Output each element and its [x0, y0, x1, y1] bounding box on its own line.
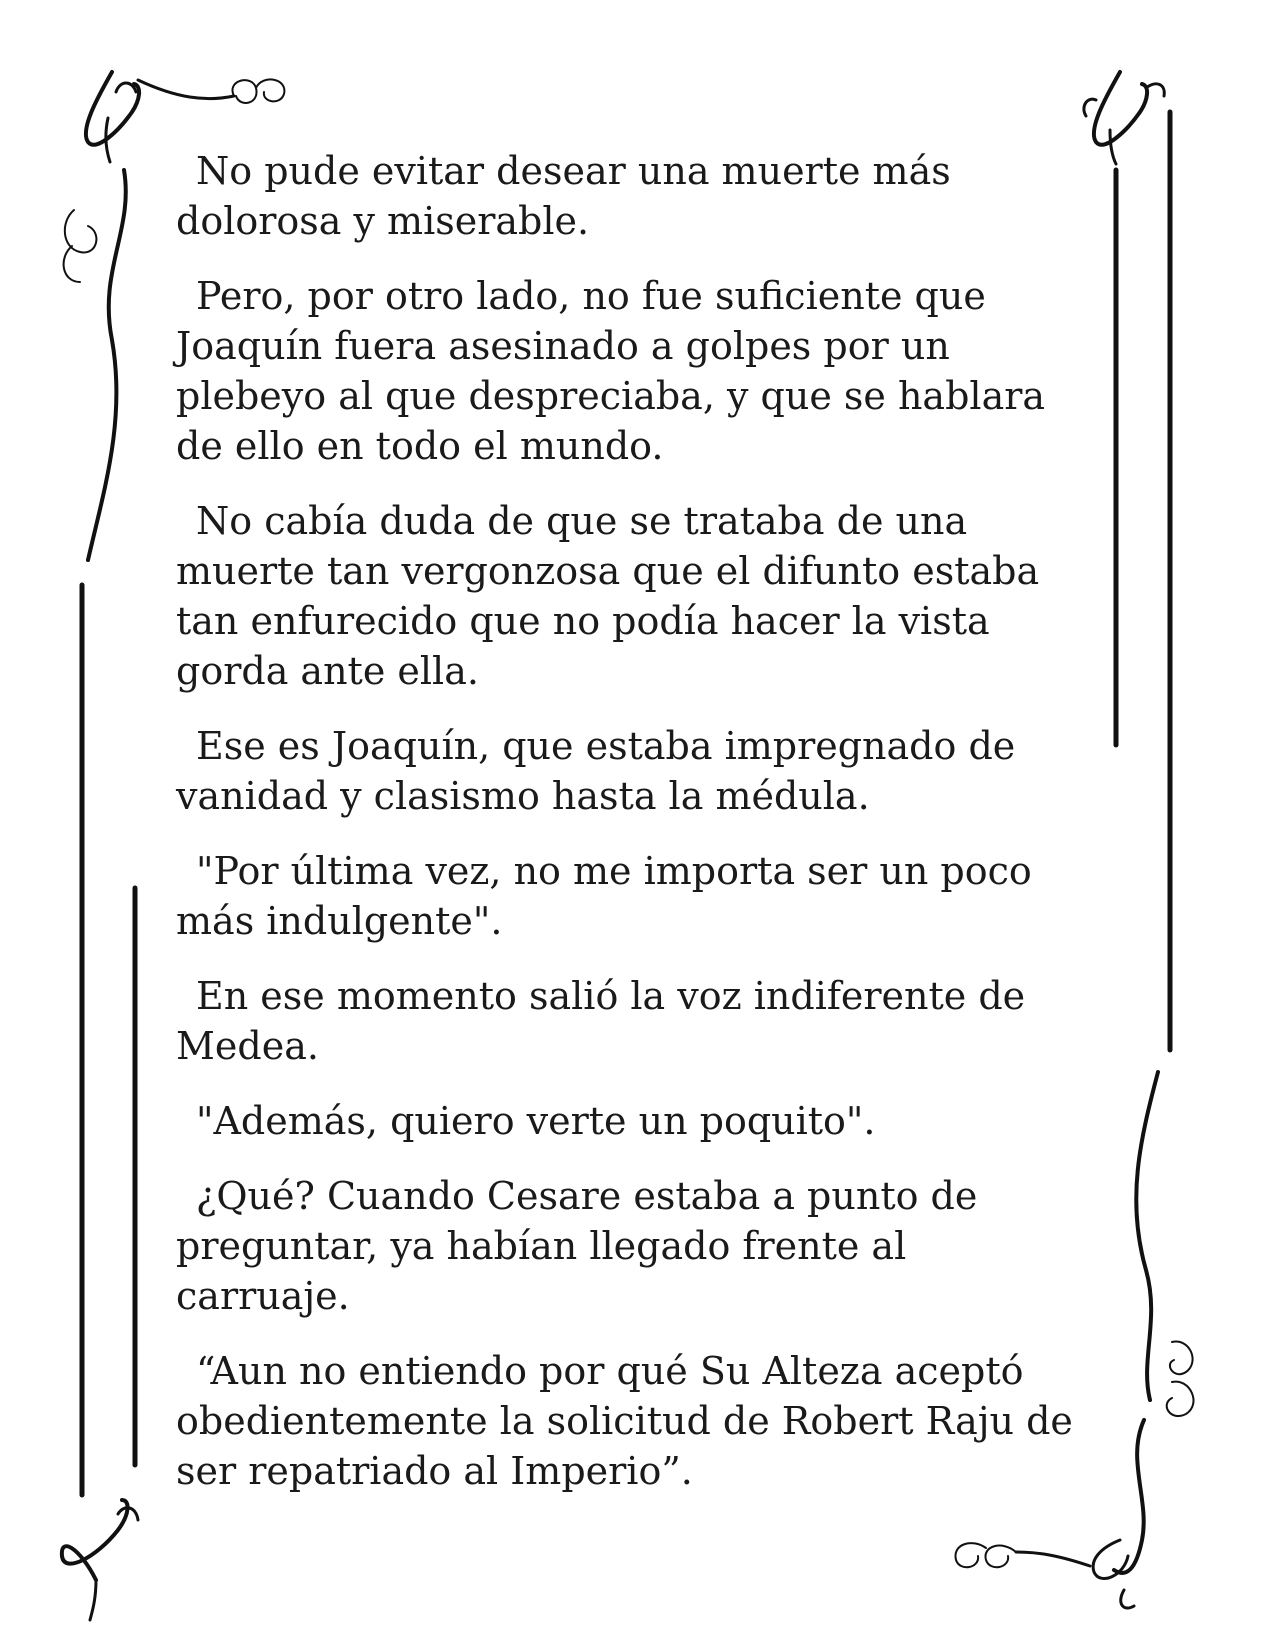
paragraph: ¿Qué? Cuando Cesare estaba a punto de preguntar, ya habían llegado frente al carruaje.	[176, 1174, 978, 1318]
flourish-bottom-left-icon	[62, 1500, 138, 1620]
paragraph: En ese momento salió la voz indiferente de Medea.	[176, 974, 1026, 1068]
paragraph: No cabía duda de que se trataba de una muerte tan vergonzosa que el difunto estaba tan enfurecido que no podía hacer la vista gorda ante ella.	[176, 499, 1040, 693]
story-text	[176, 146, 1076, 1521]
flourish-top-right-icon	[1084, 72, 1164, 164]
paragraph: No pude evitar desear una muerte más dolorosa y miserable.	[176, 149, 951, 243]
paragraph: "Además, quiero verte un poquito".	[196, 1099, 876, 1143]
paragraph: Pero, por otro lado, no fue suficiente que Joaquín fuera asesinado a golpes por un plebeyo al que despreciaba, y que se hablara de ello en todo el mundo.	[176, 274, 1046, 468]
paragraph: “Aun no entiendo por qué Su Alteza aceptó obedientemente la solicitud de Robert Raju de ser repatriado al Imperio”.	[176, 1349, 1073, 1493]
paragraph: Ese es Joaquín, que estaba impregnado de vanidad y clasismo hasta la médula.	[176, 724, 1016, 818]
paragraph: "Por última vez, no me importa ser un poco más indulgente".	[176, 849, 1032, 943]
